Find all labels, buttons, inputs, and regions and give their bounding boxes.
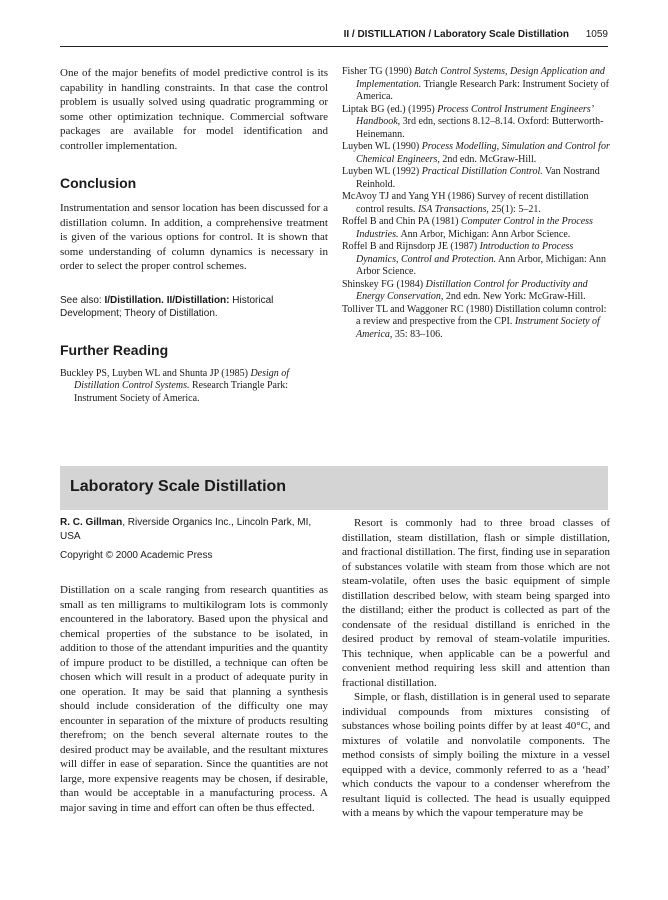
body-paragraph: Resort is commonly had to three broad classes of distillation, steam distillation, flash or simple distillation, and fractional distillation. The first, finding use in separation of substances volatile with steam from those which are not steam-volatile, often uses the basic equipment of simple distillation described below, with steam being sparged into the distilland; either the product is collected as part of the condensate of the residual distilland is enriched in the desired product by removal of steam-volatile impurities. This technique, when applicable can be a powerful and convenient method requiring less skill and attention than fractional distillation. (342, 517, 610, 689)
running-head (60, 29, 608, 45)
reference-item: Buckley PS, Luyben WL and Shunta JP (1985) Design of Distillation Control Systems. Research Triangle Park: Instrument Society of America. (60, 367, 290, 404)
see-also-prefix: See also: (60, 294, 105, 306)
copyright-icon: © (105, 550, 113, 561)
reference-item: Luyben WL (1990) Process Modelling, Simulation and Control for Chemical Engineers, 2nd edn. McGraw-Hill. (342, 141, 610, 165)
reference-item: Roffel B and Rijnsdorp JE (1987) Introduction to Process Dynamics, Control and Protection. Ann Arbor, Michigan: Ann Arbor Science. (342, 241, 606, 277)
see-also-rest: Historical Development; Theory of Distillation. (60, 294, 274, 319)
further-reading-heading: Further Reading (60, 341, 169, 358)
reference-item: Luyben WL (1992) Practical Distillation Control. Van Nostrand Reinhold. (342, 166, 600, 190)
article-title: Laboratory Scale Distillation (70, 478, 287, 495)
conclusion-heading: Conclusion (60, 175, 137, 191)
body-paragraph: Distillation on a scale ranging from research quantities as small as ten milligrams to multikilogram lots is commonly encountered in the laboratory. Based upon the physical and chemical properties of the substance to be isolated, in addition to those of the attendant impurities and the quantity of impure product to be distilled, a technique can often be chosen which will result in a product of adequate purity in one operation. It may be said that planning a synthesis should include consideration of the difficulty one may encounter in separation of the mixture of products resulting therefrom; on the bench several alternate routes to the desired product may be available, and the resultant mixtures will differ in ease of separation. Since the quantities are not large, more expensive reagents may be chosen, if desirable, than would be acceptable in a manufacturing process. A major saving in time and effort can often be thus effected. (60, 584, 328, 814)
see-also-links[interactable]: I/Distillation. II/Distillation: (104, 294, 230, 306)
reference-item: Liptak BG (ed.) (1995) Process Control Instrument Engineers’ Handbook, 3rd edn, sections 8.12–8.14. Oxford: Butterworth-Heinemann. (342, 103, 604, 140)
author-affiliation: , Riverside Organics Inc., Lincoln Park, MI, USA (60, 517, 312, 542)
header-rule (60, 46, 608, 47)
reference-item: Roffel B and Chin PA (1981) Computer Control in the Process Industries. Ann Arbor, Michigan: Ann Arbor Science. (342, 216, 593, 240)
article-left-column (60, 516, 328, 815)
author-name: R. C. Gillman (60, 517, 123, 528)
copyright-label: Copyright (60, 550, 103, 561)
reference-list (342, 66, 610, 341)
copyright-text: 2000 Academic Press (115, 550, 213, 561)
reference-item: McAvoy TJ and Yang YH (1986) Survey of recent distillation control results. ISA Transactions, 25(1): 5–21. (342, 191, 589, 215)
reference-item: Fisher TG (1990) Batch Control Systems, Design Application and Implementation. Triangle Research Park: Instrument Society of America. (342, 66, 610, 102)
page-number: 1059 (585, 29, 608, 40)
conclusion-paragraph: Instrumentation and sensor location has been discussed for a distillation column. In addition, a comprehensive treatment is given of the various options for control. It is shown that some understanding of column dynamics is necessary in order to select the proper control schemes. (60, 202, 328, 272)
reference-item: Tolliver TL and Waggoner RC (1980) Distillation column control: a review and prespective from the CPI. Instrument Society of America, 35: 83–106. (342, 303, 607, 340)
copyright-line (60, 550, 328, 561)
intro-paragraph: One of the major benefits of model predictive control is its capability in handling constraints. In that case the control problem is usually solved using quadratic programming or some other optimization technique. Commercial software packages are available for model identification and controller implementation. (60, 67, 328, 152)
article-title-banner (60, 466, 608, 510)
body-paragraph: Simple, or flash, distillation is in general used to separate individual compounds from mixtures consisting of substances whose boiling points differ by at least 40°C, and mixtures of volatile and nonvolatile components. The method consists of simply boiling the mixture in a vessel equipped with a device, commonly referred to as a ‘head’ which conducts the vapour to a condenser wherefrom the resultant liquid is collected. The head is usually equipped with a means by which the vapour temperature may be (342, 691, 610, 819)
see-also (60, 294, 328, 320)
running-head-title: II / DISTILLATION / Laboratory Scale Distillation (343, 29, 569, 40)
prev-article-left-column (60, 66, 328, 405)
article-right-column (342, 516, 610, 821)
author-line (60, 516, 328, 544)
reference-item: Shinskey FG (1984) Distillation Control for Productivity and Energy Conservation, 2nd edn. New York: McGraw-Hill. (342, 278, 588, 302)
